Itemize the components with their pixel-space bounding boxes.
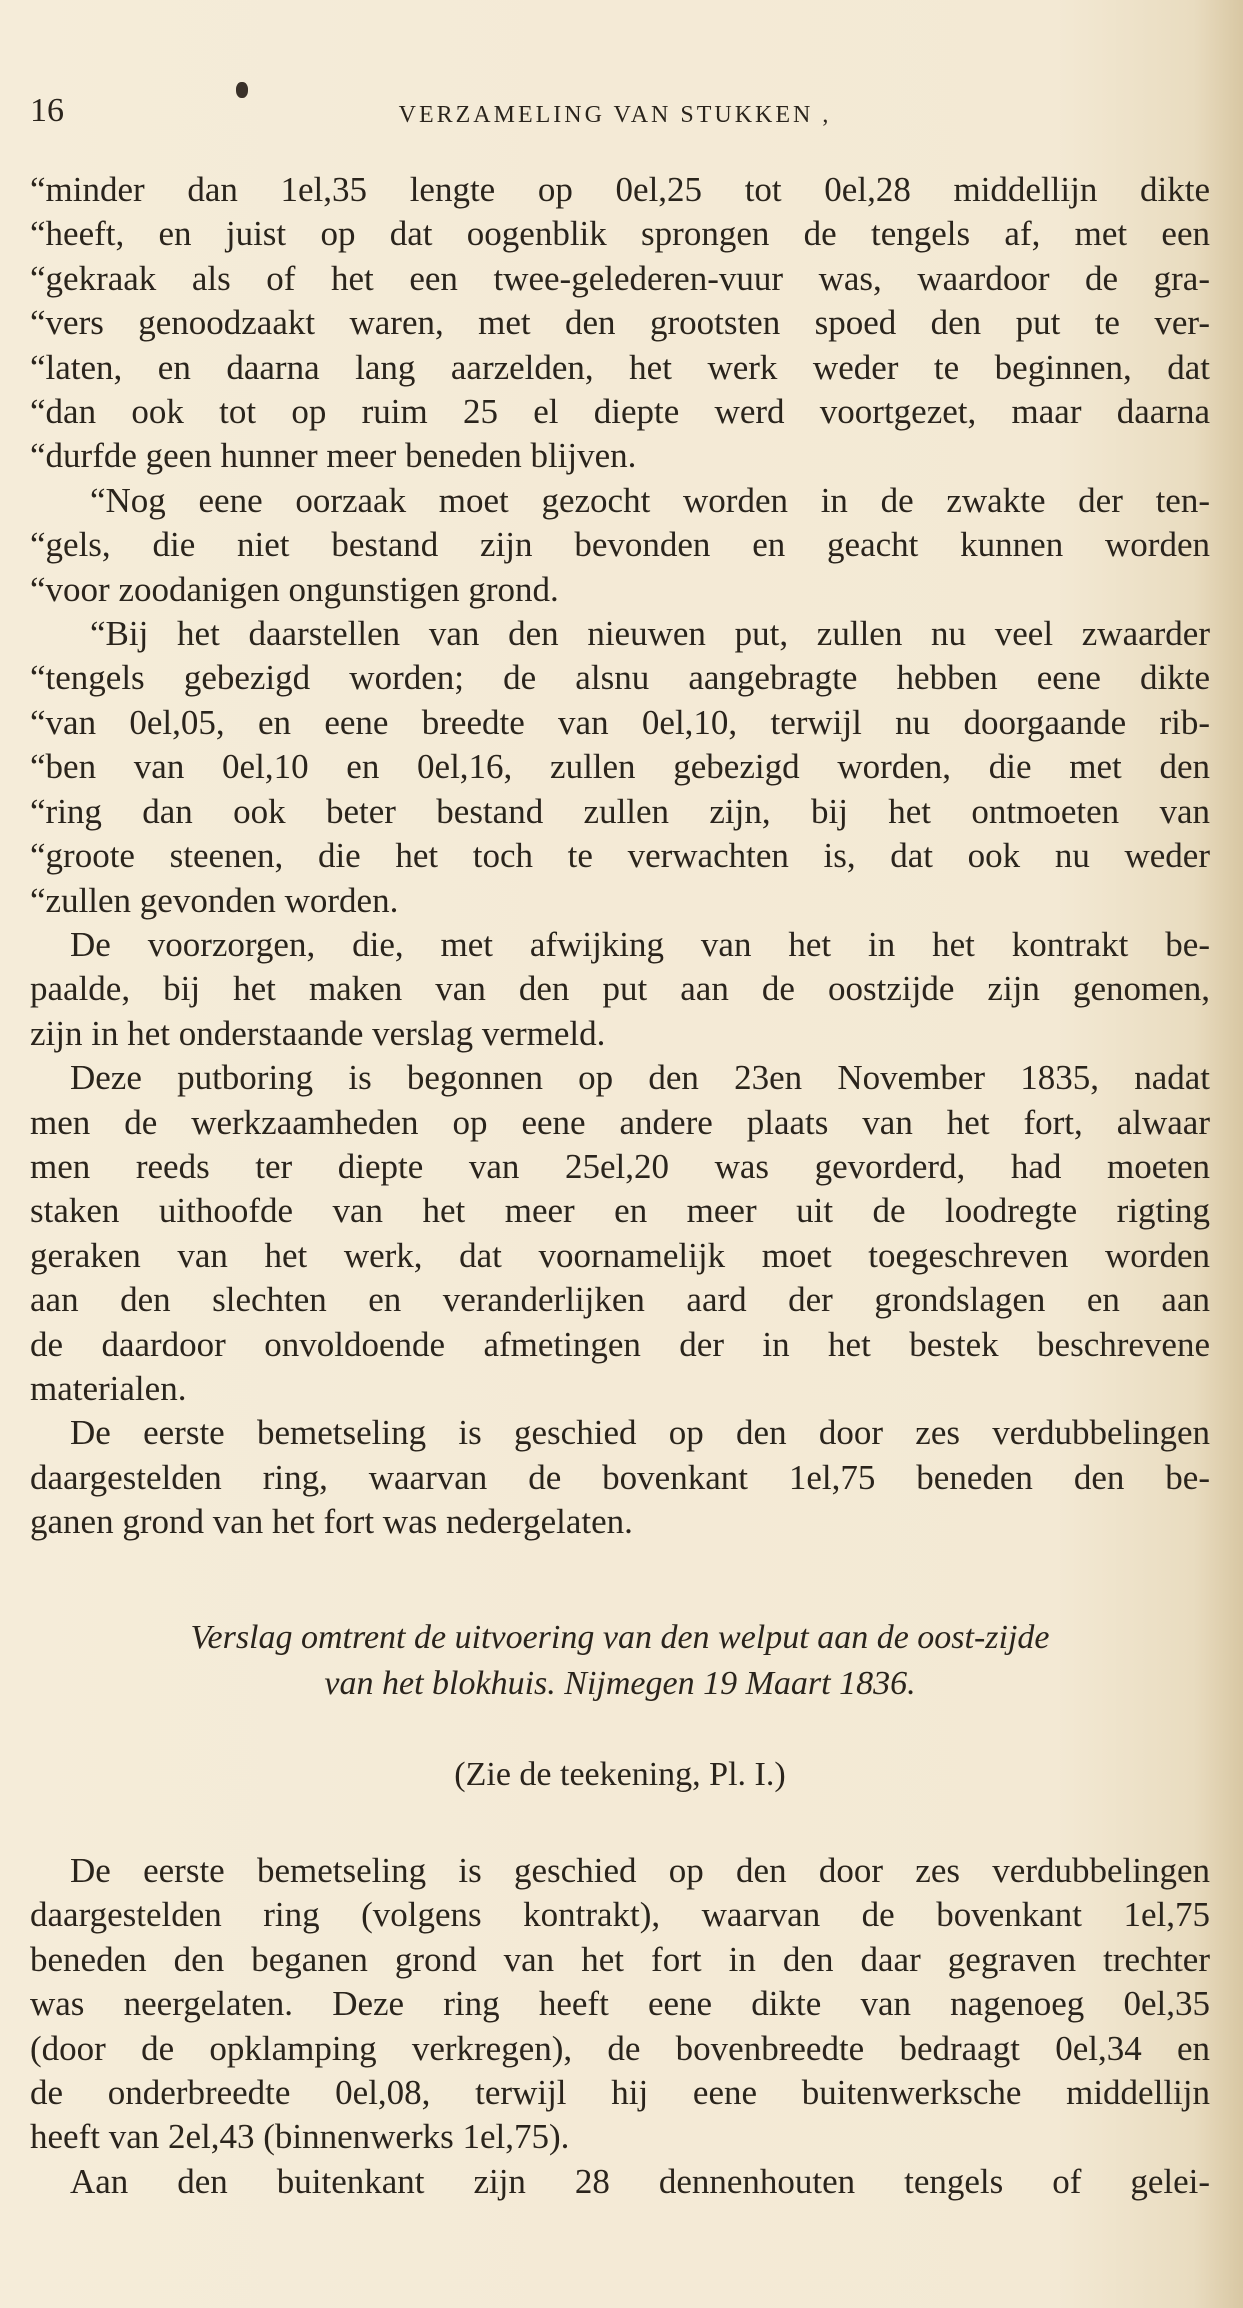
text-line: heeft van 2el,43 (binnenwerks 1el,75). xyxy=(30,2117,570,2157)
paragraph xyxy=(30,479,1210,612)
text-line: “Nog eene oorzaak moet gezocht worden in de zwakte der ten- xyxy=(90,480,1210,520)
text-line: “vers genoodzaakt waren, met den grootsten spoed den put te ver- xyxy=(30,303,1210,343)
paragraph xyxy=(30,923,1210,1056)
paragraph xyxy=(30,1849,1210,2160)
text-line: de onderbreedte 0el,08, terwijl hij eene buitenwerksche middellijn xyxy=(30,2073,1210,2113)
section-heading xyxy=(30,1615,1210,1707)
text-line: “zullen gevonden worden. xyxy=(30,880,399,920)
text-line: geraken van het werk, dat voornamelijk moet toegeschreven worden xyxy=(30,1235,1210,1275)
text-line: “voor zoodanigen ongunstigen grond. xyxy=(30,569,559,609)
text-line: zijn in het onderstaande verslag vermeld. xyxy=(30,1013,606,1053)
figure-reference xyxy=(30,1753,1210,1797)
text-line: beneden den beganen grond van het fort in den daar gegraven trechter xyxy=(30,1939,1210,1979)
paragraph xyxy=(30,168,1210,479)
text-line: men reeds ter diepte van 25el,20 was gevorderd, had moeten xyxy=(30,1146,1210,1186)
text-line: “gels, die niet bestand zijn bevonden en geacht kunnen worden xyxy=(30,525,1210,565)
text-line: men de werkzaamheden op eene andere plaats van het fort, alwaar xyxy=(30,1102,1210,1142)
text-line: “ben van 0el,10 en 0el,16, zullen gebezigd worden, die met den xyxy=(30,747,1210,787)
text-line: “van 0el,05, en eene breedte van 0el,10, terwijl nu doorgaande rib- xyxy=(30,702,1210,742)
text-line: De eerste bemetseling is geschied op den door zes verdubbelingen xyxy=(70,1851,1210,1890)
text-line: aan den slechten en veranderlijken aard der grondslagen en aan xyxy=(30,1280,1210,1320)
body-text xyxy=(30,168,1210,2204)
text-line: ganen grond van het fort was nedergelaten. xyxy=(30,1502,633,1542)
text-line: “tengels gebezigd worden; de alsnu aangebragte hebben eene dikte xyxy=(30,658,1210,698)
text-line: staken uithoofde van het meer en meer uit de loodregte rigting xyxy=(30,1191,1210,1231)
text-line: (door de opklamping verkregen), de bovenbreedte bedraagt 0el,34 en xyxy=(30,2028,1210,2068)
paragraph xyxy=(30,1411,1210,1544)
section-gap xyxy=(30,1545,1210,1615)
text-line: “ring dan ook beter bestand zullen zijn, bij het ontmoeten van xyxy=(30,791,1210,831)
page-header xyxy=(30,82,1200,142)
text-line: “gekraak als of het een twee-gelederen-vuur was, waardoor de gra- xyxy=(30,258,1210,298)
heading-line: Verslag omtrent de uitvoering van den welput aan de oost-zijde xyxy=(190,1618,1050,1656)
text-line: materialen. xyxy=(30,1368,187,1408)
text-line: “heeft, en juist op dat oogenblik sprongen de tengels af, met een xyxy=(30,214,1210,254)
text-line: “laten, en daarna lang aarzelden, het werk weder te beginnen, dat xyxy=(30,347,1210,387)
paragraph xyxy=(30,612,1210,923)
heading-line: van het blokhuis. Nijmegen 19 Maart 1836. xyxy=(324,1664,916,1702)
text-line: Deze putboring is begonnen op den 23en November 1835, nadat xyxy=(70,1058,1210,1098)
text-line: daargestelden ring, waarvan de bovenkant 1el,75 beneden den be- xyxy=(30,1457,1210,1497)
paragraph xyxy=(30,1056,1210,1411)
text-line: “groote steenen, die het toch te verwachten is, dat ook nu weder xyxy=(30,836,1210,876)
text-line: De voorzorgen, die, met afwijking van het in het kontrakt be- xyxy=(70,924,1210,964)
text-line: “Bij het daarstellen van den nieuwen put, zullen nu veel zwaarder xyxy=(90,614,1210,654)
ink-spot-icon xyxy=(236,82,248,98)
text-line: “durfde geen hunner meer beneden blijven. xyxy=(30,436,637,476)
text-line: “minder dan 1el,35 lengte op 0el,25 tot 0el,28 middellijn dikte xyxy=(30,170,1210,209)
text-line: paalde, bij het maken van den put aan de oostzijde zijn genomen, xyxy=(30,969,1210,1009)
text-line: daargestelden ring (volgens kontrakt), waarvan de bovenkant 1el,75 xyxy=(30,1895,1210,1935)
text-line: de daardoor onvoldoende afmetingen der in het bestek beschrevene xyxy=(30,1324,1210,1364)
text-line: “dan ook tot op ruim 25 el diepte werd voortgezet, maar daarna xyxy=(30,392,1210,432)
text-line: De eerste bemetseling is geschied op den door zes verdubbelingen xyxy=(70,1413,1210,1453)
running-head: VERZAMELING VAN STUKKEN , xyxy=(398,102,832,128)
text-line: Aan den buitenkant zijn 28 dennenhouten tengels of gelei- xyxy=(70,2161,1210,2201)
page-number: 16 xyxy=(30,92,64,129)
paragraph xyxy=(30,2160,1210,2204)
caption-line: (Zie de teekening, Pl. I.) xyxy=(454,1755,786,1793)
text-line: was neergelaten. Deze ring heeft eene dikte van nagenoeg 0el,35 xyxy=(30,1984,1210,2024)
